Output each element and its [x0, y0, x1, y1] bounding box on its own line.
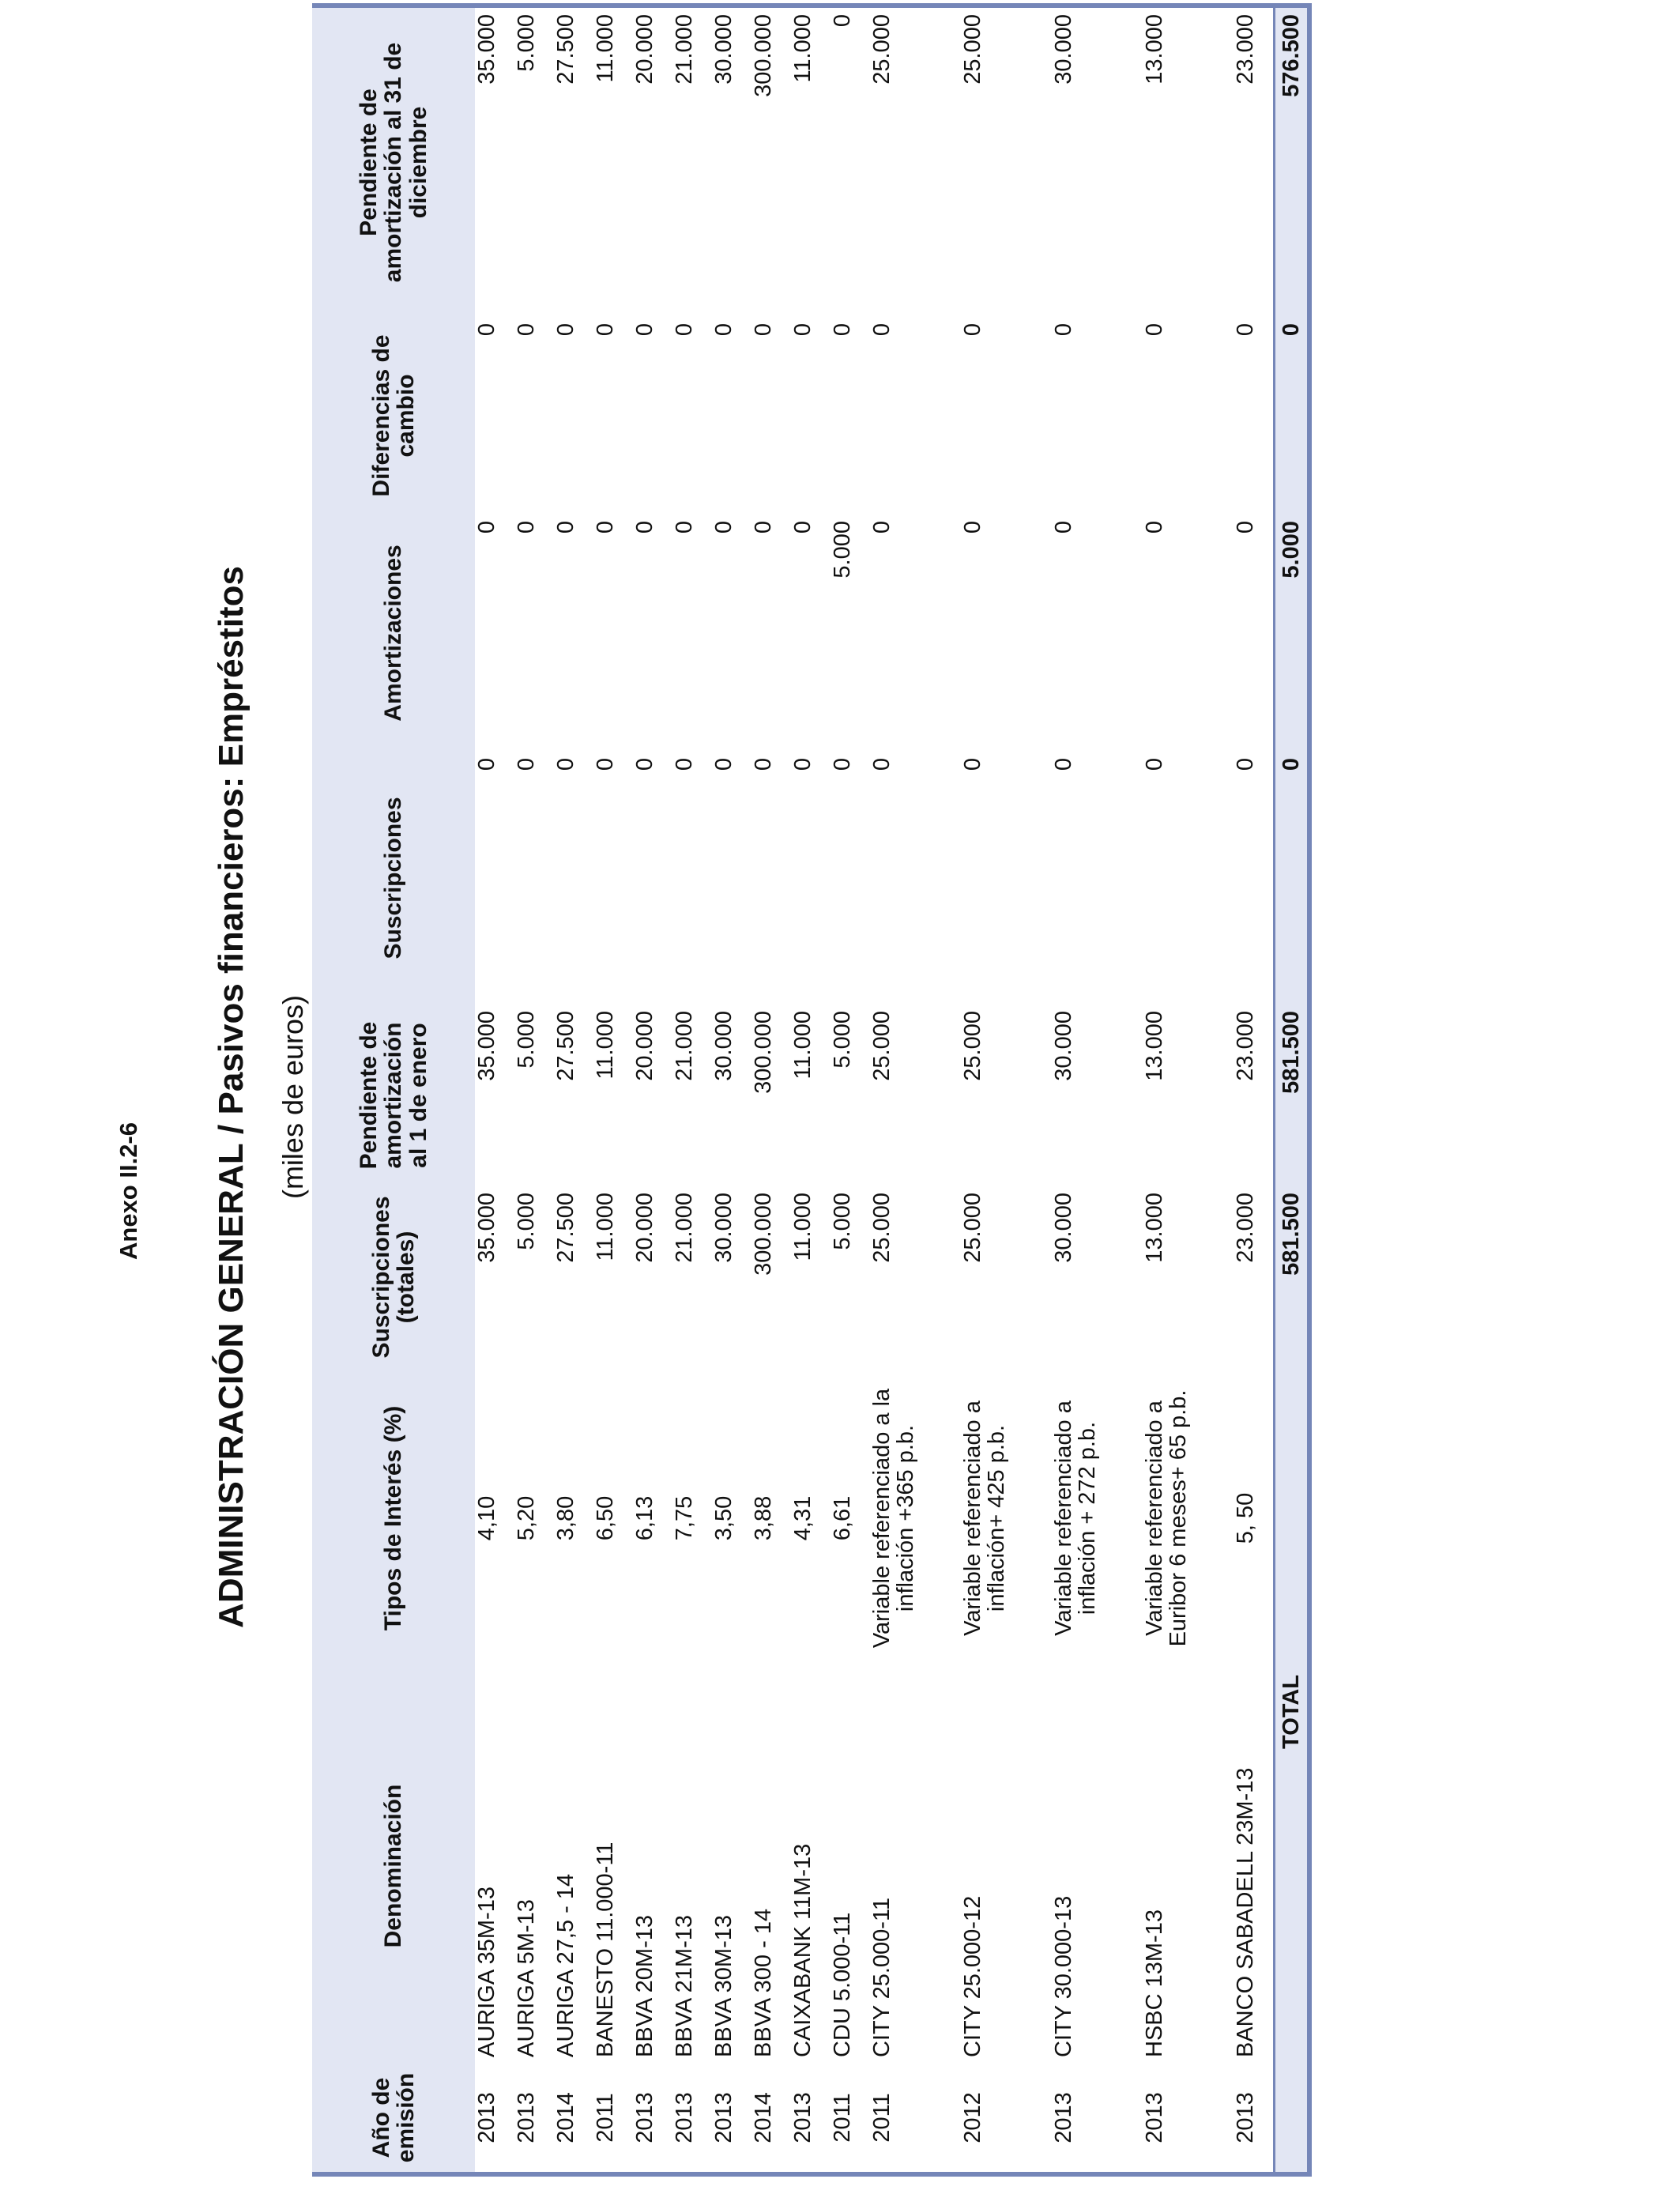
cell-exchange-differences: 0 — [474, 323, 499, 337]
cell-rate: 4,10 — [474, 1495, 499, 1541]
cell-subscriptions-total: 20.000 — [632, 1193, 657, 1263]
cell-subscriptions: 0 — [593, 758, 618, 771]
cell-name: CITY 25.000-11 — [869, 1897, 895, 2057]
header-subscriptions-total: Suscripciones (totales) — [312, 1186, 475, 1368]
cell-rate: 3,88 — [751, 1495, 776, 1541]
cell-pending-end: 21.000 — [672, 14, 697, 85]
cell-amortizations: 0 — [593, 521, 618, 534]
cell-pending-end: 25.000 — [960, 14, 985, 85]
header-rate: Tipos de Interés (%) — [312, 1368, 475, 1668]
cell-exchange-differences: 0 — [593, 323, 618, 337]
cell-rate: Variable referenciado a inflación + 272 p.b. — [1051, 1400, 1101, 1636]
table-row — [961, 6, 1052, 2174]
cell-exchange-differences: 0 — [830, 323, 855, 337]
cell-subscriptions: 0 — [632, 758, 657, 771]
loans-table — [312, 3, 1312, 2177]
cell-year: 2013 — [672, 2092, 697, 2143]
total-rate-cell — [1275, 1368, 1310, 1668]
header-subscriptions: Suscripciones — [312, 752, 475, 1005]
cell-subscriptions-total: 27.500 — [553, 1193, 578, 1263]
cell-name: CDU 5.000-11 — [830, 1912, 855, 2057]
cell-rate: 6,61 — [830, 1495, 855, 1541]
page-title: ADMINISTRACIÓN GENERAL / Pasivos financieros: Empréstitos — [212, 566, 250, 1628]
cell-amortizations: 5.000 — [830, 521, 855, 579]
cell-rate: 3,50 — [711, 1495, 736, 1541]
cell-amortizations: 0 — [632, 521, 657, 534]
cell-name: BANCO SABADELL 23M-13 — [1233, 1767, 1258, 2057]
cell-rate: 5, 50 — [1233, 1492, 1258, 1544]
cell-pending-end: 11.000 — [790, 14, 816, 83]
cell-amortizations: 0 — [869, 521, 895, 534]
table-row — [1052, 6, 1143, 2174]
table-row — [475, 6, 514, 2174]
cell-pending-start: 300.000 — [751, 1011, 776, 1094]
cell-exchange-differences: 0 — [1233, 323, 1258, 337]
cell-rate: 6,50 — [593, 1495, 618, 1541]
cell-subscriptions-total: 30.000 — [1051, 1193, 1076, 1263]
page-subtitle: (miles de euros) — [277, 994, 309, 1200]
header-year: Año de emisión — [312, 2064, 475, 2174]
cell-exchange-differences: 0 — [711, 323, 736, 337]
cell-pending-end: 11.000 — [593, 14, 618, 83]
cell-rate: 7,75 — [672, 1495, 697, 1541]
header-amortizations: Amortizaciones — [312, 515, 475, 752]
cell-rate: Variable referenciado a la inflación +365 p.b. — [869, 1388, 919, 1649]
cell-subscriptions-total: 5.000 — [830, 1193, 855, 1250]
cell-amortizations: 0 — [790, 521, 816, 534]
cell-year: 2013 — [474, 2092, 499, 2143]
total-subscriptions: 0 — [1275, 752, 1310, 1005]
cell-amortizations: 0 — [553, 521, 578, 534]
header-exchange-differences: Diferencias de cambio — [312, 317, 475, 515]
cell-pending-end: 0 — [830, 14, 855, 28]
table-row — [514, 6, 554, 2174]
total-exchange-differences: 0 — [1275, 317, 1310, 515]
table-row — [593, 6, 633, 2174]
cell-exchange-differences: 0 — [960, 323, 985, 337]
cell-pending-end: 30.000 — [1051, 14, 1076, 85]
cell-subscriptions: 0 — [514, 758, 539, 771]
cell-name: CITY 30.000-13 — [1051, 1895, 1076, 2057]
cell-pending-start: 25.000 — [869, 1011, 895, 1081]
cell-name: BBVA 30M-13 — [711, 1914, 736, 2057]
table-row — [672, 6, 712, 2174]
cell-rate: 5,20 — [514, 1495, 539, 1541]
cell-name: BBVA 300 - 14 — [751, 1908, 776, 2057]
cell-subscriptions: 0 — [751, 758, 776, 771]
cell-name: AURIGA 5M-13 — [514, 1899, 539, 2057]
cell-subscriptions-total: 35.000 — [474, 1193, 499, 1263]
total-label: TOTAL — [1275, 1668, 1310, 2064]
cell-name: HSBC 13M-13 — [1142, 1909, 1167, 2057]
cell-subscriptions-total: 30.000 — [711, 1193, 736, 1263]
cell-pending-start: 11.000 — [593, 1011, 618, 1080]
cell-amortizations: 0 — [960, 521, 985, 534]
header-pending-end: Pendiente de amortización al 31 de diciembre — [312, 6, 475, 317]
cell-name: BANESTO 11.000-11 — [593, 1842, 618, 2057]
cell-subscriptions: 0 — [830, 758, 855, 771]
cell-amortizations: 0 — [711, 521, 736, 534]
annex-label: Anexo II.2-6 — [115, 1122, 142, 1260]
cell-pending-start: 13.000 — [1142, 1011, 1167, 1081]
cell-pending-start: 25.000 — [960, 1011, 985, 1081]
cell-pending-start: 30.000 — [1051, 1011, 1076, 1081]
cell-rate: 4,31 — [790, 1495, 816, 1541]
cell-subscriptions: 0 — [1051, 758, 1076, 771]
cell-year: 2013 — [632, 2092, 657, 2143]
cell-pending-start: 11.000 — [790, 1011, 816, 1080]
cell-year: 2013 — [790, 2092, 816, 2143]
table-row — [870, 6, 961, 2174]
cell-pending-start: 30.000 — [711, 1011, 736, 1081]
table-row — [1143, 6, 1234, 2174]
cell-subscriptions-total: 13.000 — [1142, 1193, 1167, 1263]
cell-pending-start: 35.000 — [474, 1011, 499, 1081]
cell-year: 2014 — [751, 2092, 776, 2143]
cell-subscriptions: 0 — [1142, 758, 1167, 771]
cell-subscriptions-total: 21.000 — [672, 1193, 697, 1263]
cell-amortizations: 0 — [1142, 521, 1167, 534]
cell-subscriptions: 0 — [474, 758, 499, 771]
cell-subscriptions-total: 25.000 — [869, 1193, 895, 1263]
cell-rate: 6,13 — [632, 1495, 657, 1541]
total-pending-start: 581.500 — [1275, 1005, 1310, 1186]
cell-year: 2013 — [1233, 2092, 1258, 2143]
cell-pending-end: 25.000 — [869, 14, 895, 85]
table-row — [554, 6, 593, 2174]
cell-pending-end: 27.500 — [553, 14, 578, 85]
cell-year: 2013 — [514, 2092, 539, 2143]
cell-name: AURIGA 27,5 - 14 — [553, 1873, 578, 2057]
cell-year: 2013 — [1142, 2092, 1167, 2143]
table-row — [712, 6, 751, 2174]
cell-year: 2013 — [711, 2092, 736, 2143]
table-header-row — [312, 6, 475, 2174]
cell-pending-start: 20.000 — [632, 1011, 657, 1081]
cell-subscriptions: 0 — [960, 758, 985, 771]
cell-pending-start: 23.000 — [1233, 1011, 1258, 1081]
table-row — [1234, 6, 1275, 2174]
cell-pending-end: 13.000 — [1142, 14, 1167, 85]
cell-pending-start: 27.500 — [553, 1011, 578, 1081]
cell-year: 2011 — [830, 2093, 855, 2143]
cell-subscriptions-total: 11.000 — [593, 1193, 618, 1261]
cell-subscriptions-total: 5.000 — [514, 1193, 539, 1250]
cell-exchange-differences: 0 — [869, 323, 895, 337]
cell-exchange-differences: 0 — [751, 323, 776, 337]
total-pending-end: 576.500 — [1275, 6, 1310, 317]
cell-rate: Variable referenciado a Euribor 6 meses+ 65 p.b. — [1142, 1389, 1192, 1647]
cell-name: BBVA 21M-13 — [672, 1914, 697, 2057]
cell-amortizations: 0 — [1051, 521, 1076, 534]
cell-pending-start: 5.000 — [514, 1011, 539, 1069]
cell-subscriptions-total: 25.000 — [960, 1193, 985, 1263]
cell-name: CITY 25.000-12 — [960, 1895, 985, 2057]
cell-year: 2014 — [553, 2092, 578, 2143]
cell-year: 2013 — [1051, 2092, 1076, 2143]
cell-subscriptions: 0 — [790, 758, 816, 771]
cell-year: 2012 — [960, 2092, 985, 2143]
table-row — [791, 6, 831, 2174]
total-amortizations: 5.000 — [1275, 515, 1310, 752]
cell-exchange-differences: 0 — [790, 323, 816, 337]
header-name: Denominación — [312, 1668, 475, 2064]
cell-pending-end: 300.000 — [751, 14, 776, 97]
cell-pending-end: 5.000 — [514, 14, 539, 72]
total-subscriptions-total: 581.500 — [1275, 1186, 1310, 1368]
cell-exchange-differences: 0 — [553, 323, 578, 337]
total-spacer-cell — [1275, 2064, 1310, 2174]
cell-amortizations: 0 — [751, 521, 776, 534]
cell-subscriptions: 0 — [869, 758, 895, 771]
cell-amortizations: 0 — [1233, 521, 1258, 534]
cell-amortizations: 0 — [514, 521, 539, 534]
table-row — [751, 6, 791, 2174]
cell-pending-end: 35.000 — [474, 14, 499, 85]
cell-subscriptions-total: 300.000 — [751, 1193, 776, 1276]
header-pending-start: Pendiente de amortización al 1 de enero — [312, 1005, 475, 1186]
cell-pending-start: 21.000 — [672, 1011, 697, 1081]
cell-rate: 3,80 — [553, 1495, 578, 1541]
cell-subscriptions: 0 — [553, 758, 578, 771]
cell-subscriptions: 0 — [672, 758, 697, 771]
cell-pending-end: 23.000 — [1233, 14, 1258, 85]
table-total-row — [1275, 6, 1310, 2174]
cell-subscriptions: 0 — [711, 758, 736, 771]
cell-subscriptions: 0 — [1233, 758, 1258, 771]
cell-exchange-differences: 0 — [632, 323, 657, 337]
cell-year: 2011 — [593, 2093, 618, 2143]
cell-subscriptions-total: 23.000 — [1233, 1193, 1258, 1263]
cell-year: 2011 — [869, 2093, 895, 2143]
cell-exchange-differences: 0 — [514, 323, 539, 337]
cell-pending-end: 20.000 — [632, 14, 657, 85]
cell-name: AURIGA 35M-13 — [474, 1887, 499, 2057]
cell-pending-start: 5.000 — [830, 1011, 855, 1069]
cell-subscriptions-total: 11.000 — [790, 1193, 816, 1261]
cell-exchange-differences: 0 — [672, 323, 697, 337]
table-row — [831, 6, 870, 2174]
cell-name: CAIXABANK 11M-13 — [790, 1843, 816, 2057]
cell-exchange-differences: 0 — [1142, 323, 1167, 337]
table-row — [633, 6, 672, 2174]
cell-rate: Variable referenciado a inflación+ 425 p.b. — [960, 1400, 1010, 1636]
cell-pending-end: 30.000 — [711, 14, 736, 85]
cell-amortizations: 0 — [672, 521, 697, 534]
cell-name: BBVA 20M-13 — [632, 1914, 657, 2057]
cell-amortizations: 0 — [474, 521, 499, 534]
cell-exchange-differences: 0 — [1051, 323, 1076, 337]
